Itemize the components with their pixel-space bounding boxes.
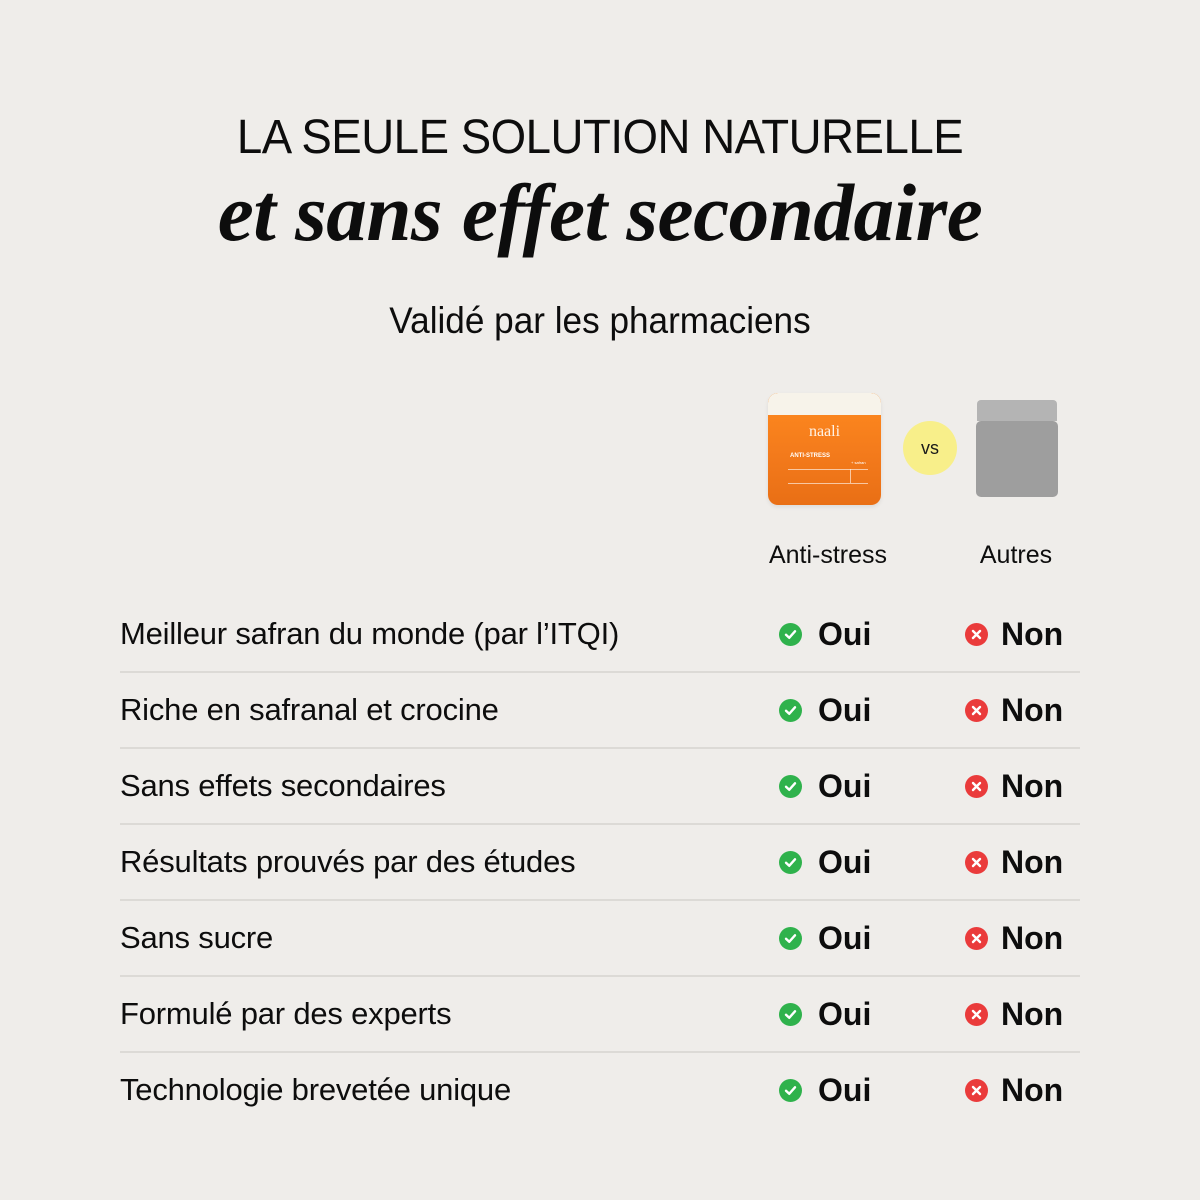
product-cell <box>779 842 871 882</box>
product-cell <box>779 918 871 958</box>
check-icon <box>779 927 802 950</box>
product-cell <box>779 614 871 654</box>
cross-icon <box>965 1079 988 1102</box>
product-value: Oui <box>818 1072 872 1108</box>
product-label-extra: + safran <box>851 460 866 465</box>
others-cell <box>965 614 1063 654</box>
product-label-title: ANTI-STRESS <box>790 453 831 459</box>
table-row <box>120 1053 1080 1127</box>
check-icon <box>779 775 802 798</box>
product-jar-image <box>768 393 881 505</box>
others-value: Non <box>1001 616 1064 652</box>
product-brand: naali <box>808 423 841 440</box>
feature-label: Sans sucre <box>120 920 274 955</box>
feature-label: Riche en safranal et crocine <box>120 692 499 727</box>
headline-italic: et sans effet secondaire <box>217 167 983 258</box>
feature-label: Sans effets secondaires <box>120 768 446 803</box>
table-row <box>120 749 1080 825</box>
check-icon <box>779 623 802 646</box>
feature-label: Technologie brevetée unique <box>120 1072 512 1107</box>
column-header-product: Anti-stress <box>768 541 888 569</box>
feature-label: Formulé par des experts <box>120 996 452 1031</box>
product-cell <box>779 690 871 730</box>
competitor-jar-lid <box>977 400 1057 421</box>
cross-icon <box>965 927 988 950</box>
feature-label: Meilleur safran du monde (par l’ITQI) <box>120 616 620 651</box>
others-value: Non <box>1001 692 1064 728</box>
product-value: Oui <box>818 844 872 880</box>
vs-badge: vs <box>903 421 957 475</box>
subtitle: Validé par les pharmaciens <box>389 300 811 341</box>
cross-icon <box>965 699 988 722</box>
product-value: Oui <box>818 920 872 956</box>
product-label-line <box>788 469 868 470</box>
comparison-table <box>120 597 1080 1127</box>
column-header-others: Autres <box>979 541 1053 569</box>
others-value: Non <box>1001 1072 1064 1108</box>
others-cell <box>965 842 1063 882</box>
product-cell <box>779 1070 871 1110</box>
others-value: Non <box>1001 996 1064 1032</box>
feature-label: Résultats prouvés par des études <box>120 844 576 879</box>
check-icon <box>779 1003 802 1026</box>
product-cell <box>779 766 871 806</box>
others-cell <box>965 994 1063 1034</box>
product-value: Oui <box>818 692 872 728</box>
competitor-jar-image <box>976 421 1058 497</box>
cross-icon <box>965 851 988 874</box>
others-cell <box>965 918 1063 958</box>
others-value: Non <box>1001 768 1064 804</box>
others-cell <box>965 1070 1063 1110</box>
table-row <box>120 901 1080 977</box>
others-cell <box>965 766 1063 806</box>
product-value: Oui <box>818 996 872 1032</box>
others-value: Non <box>1001 844 1064 880</box>
table-row <box>120 597 1080 673</box>
product-value: Oui <box>818 768 872 804</box>
check-icon <box>779 851 802 874</box>
cross-icon <box>965 775 988 798</box>
product-label-divider <box>850 469 851 483</box>
cross-icon <box>965 1003 988 1026</box>
others-cell <box>965 690 1063 730</box>
table-row <box>120 673 1080 749</box>
cross-icon <box>965 623 988 646</box>
product-cell <box>779 994 871 1034</box>
check-icon <box>779 1079 802 1102</box>
others-value: Non <box>1001 920 1064 956</box>
table-row <box>120 977 1080 1053</box>
headline: LA SEULE SOLUTION NATURELLE <box>236 111 964 164</box>
product-value: Oui <box>818 616 872 652</box>
table-row <box>120 825 1080 901</box>
jar-lid <box>768 393 881 415</box>
check-icon <box>779 699 802 722</box>
product-label-box <box>788 469 868 484</box>
